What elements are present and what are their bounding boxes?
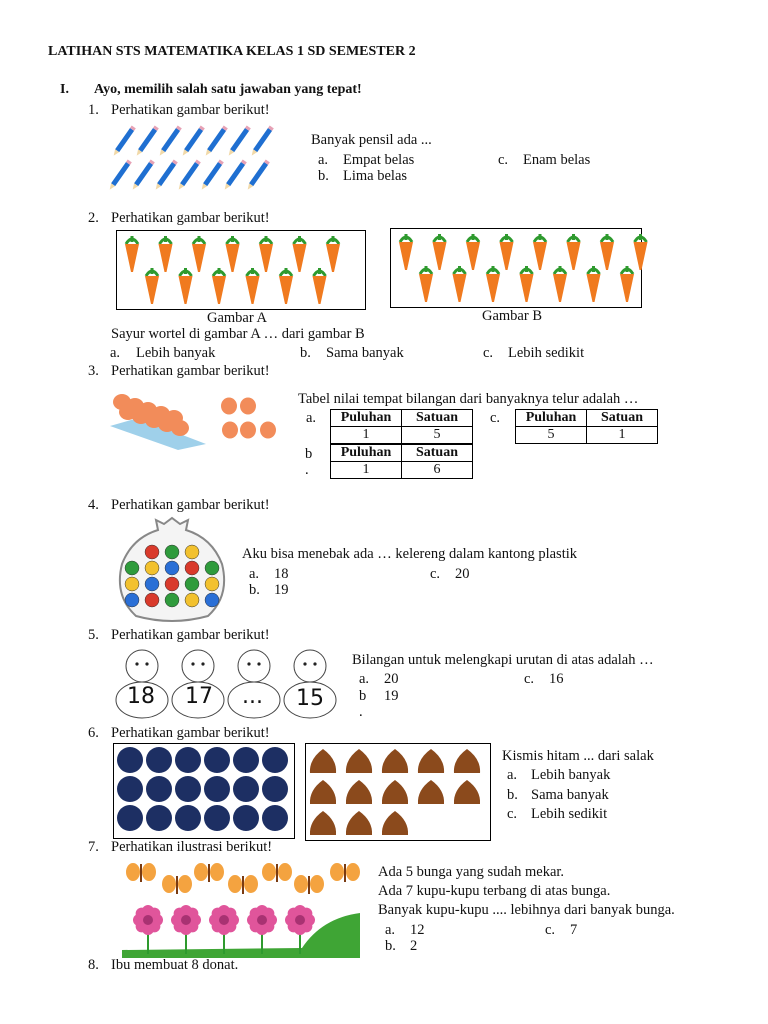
table-header: Satuan — [402, 445, 473, 462]
marble-icon — [185, 593, 199, 607]
q4-option-c-letter[interactable]: c. — [430, 566, 441, 582]
q1-question: Banyak pensil ada ... — [311, 132, 432, 148]
q5-question: Bilangan untuk melengkapi urutan di atas adalah … — [352, 652, 654, 668]
butterfly-icon — [162, 875, 192, 894]
carrot-icon — [212, 268, 226, 304]
blueberry-icon — [233, 747, 259, 773]
q2-question: Sayur wortel di gambar A … dari gambar B — [111, 326, 365, 342]
flower-icon — [171, 905, 201, 954]
pencil-icon — [154, 160, 178, 192]
gambar-a-label: Gambar A — [207, 310, 267, 326]
q7-number: 7. — [88, 839, 99, 855]
carrot-icon — [600, 234, 614, 270]
pencil-icon — [227, 126, 251, 158]
q1-option-c-letter[interactable]: c. — [498, 152, 509, 168]
q6-option-b-text[interactable]: Sama banyak — [531, 787, 609, 803]
q5-number: 5. — [88, 627, 99, 643]
q5-option-a-letter[interactable]: a. — [359, 671, 370, 687]
marble-icon — [185, 545, 199, 559]
q3-option-a-table[interactable] — [330, 409, 473, 444]
marble-icon — [205, 577, 219, 591]
q4-option-c-text[interactable]: 20 — [455, 566, 470, 582]
q7-line3: Banyak kupu-kupu .... lebihnya dari banyak bunga. — [378, 902, 675, 918]
q4-option-b-text[interactable]: 19 — [274, 582, 289, 598]
q4-number: 4. — [88, 497, 99, 513]
q3-question: Tabel nilai tempat bilangan dari banyaknya telur adalah … — [298, 391, 639, 407]
marble-icon — [145, 545, 159, 559]
q7-line1: Ada 5 bunga yang sudah mekar. — [378, 864, 565, 880]
table-header: Puluhan — [331, 445, 402, 462]
chick-number: 15 — [296, 686, 324, 711]
carrot-icon — [159, 236, 173, 272]
butterfly-icon — [228, 875, 258, 894]
table-header: Puluhan — [516, 410, 587, 427]
section-instruction: Ayo, memilih salah satu jawaban yang tepat! — [94, 82, 362, 97]
butterfly-icon — [294, 875, 324, 894]
q8-number: 8. — [88, 957, 99, 973]
q6-question: Kismis hitam ... dari salak — [502, 748, 654, 764]
q6-option-a-text[interactable]: Lebih banyak — [531, 767, 611, 783]
q6-prompt: Perhatikan gambar berikut! — [111, 725, 270, 741]
butterflies-flowers-image — [122, 858, 360, 958]
blueberry-icon — [117, 805, 143, 831]
q7-option-b-letter[interactable]: b. — [385, 938, 396, 954]
salak-icon — [346, 780, 372, 804]
marble-icon — [145, 593, 159, 607]
marble-icon — [125, 561, 139, 575]
salak-icon — [382, 780, 408, 804]
pencil-icon — [108, 160, 132, 192]
pencil-icon — [223, 160, 247, 192]
carrot-icon — [226, 236, 240, 272]
q7-option-c-text[interactable]: 7 — [570, 922, 578, 938]
blueberry-icon — [204, 776, 230, 802]
marble-icon — [145, 561, 159, 575]
q2-option-c-letter[interactable]: c. — [483, 345, 494, 361]
carrot-icon — [192, 236, 206, 272]
q7-option-a-text[interactable]: 12 — [410, 922, 425, 938]
q7-option-a-letter[interactable]: a. — [385, 922, 396, 938]
q3-option-a-letter[interactable]: a. — [306, 410, 317, 426]
blueberry-icon — [204, 747, 230, 773]
q4-question: Aku bisa menebak ada … kelereng dalam kantong plastik — [242, 546, 578, 562]
blueberry-icon — [262, 747, 288, 773]
q5-option-b-letter[interactable]: b — [359, 688, 367, 704]
marble-icon — [205, 561, 219, 575]
salak-icon — [310, 811, 336, 835]
q2-number: 2. — [88, 210, 99, 226]
carrot-icon — [533, 234, 547, 270]
blueberry-icon — [233, 776, 259, 802]
blueberry-icon — [262, 776, 288, 802]
carrot-icon — [246, 268, 260, 304]
q5-option-b-text[interactable]: 19 — [384, 688, 399, 704]
gambar-b-label: Gambar B — [482, 308, 542, 324]
carrot-icon — [399, 234, 413, 270]
carrots-a-image — [118, 232, 358, 306]
salak-icon — [346, 749, 372, 773]
marble-icon — [165, 593, 179, 607]
carrot-icon — [620, 266, 634, 302]
pencil-icon — [135, 126, 159, 158]
blueberry-icon — [175, 747, 201, 773]
flower-icon — [209, 905, 239, 954]
q3-number: 3. — [88, 363, 99, 379]
q4-option-b-letter[interactable]: b. — [249, 582, 260, 598]
salak-icon — [310, 780, 336, 804]
butterfly-icon — [126, 863, 156, 882]
blueberries-image — [115, 745, 291, 835]
salak-icon — [454, 780, 480, 804]
q3-option-b-dot: . — [305, 462, 309, 478]
carrot-icon — [520, 266, 534, 302]
pencil-icon — [181, 126, 205, 158]
table-header: Satuan — [587, 410, 658, 427]
blueberry-icon — [175, 776, 201, 802]
marble-icon — [185, 577, 199, 591]
butterfly-icon — [194, 863, 224, 882]
q3-prompt: Perhatikan gambar berikut! — [111, 363, 270, 379]
carrot-icon — [634, 234, 648, 270]
table-header: Puluhan — [331, 410, 402, 427]
carrot-icon — [125, 236, 139, 272]
table-cell: 6 — [402, 462, 473, 479]
butterfly-icon — [330, 863, 360, 882]
marble-icon — [125, 593, 139, 607]
carrot-icon — [145, 268, 159, 304]
table-cell: 1 — [331, 462, 402, 479]
carrot-icon — [587, 266, 601, 302]
blueberry-icon — [262, 805, 288, 831]
pencil-icon — [250, 126, 274, 158]
carrot-icon — [500, 234, 514, 270]
q1-option-c-text[interactable]: Enam belas — [523, 152, 591, 168]
q1-option-a-text[interactable]: Empat belas — [343, 152, 415, 168]
marble-bag-image — [112, 516, 232, 624]
q8-prompt: Ibu membuat 8 donat. — [111, 957, 239, 973]
pencil-icon — [177, 160, 201, 192]
q5-option-a-text[interactable]: 20 — [384, 671, 399, 687]
q2-option-a-text[interactable]: Lebih banyak — [136, 345, 216, 361]
pencil-icon — [204, 126, 228, 158]
q4-option-a-text[interactable]: 18 — [274, 566, 289, 582]
q6-option-c-letter[interactable]: c. — [507, 806, 518, 822]
pencil-icon — [246, 160, 270, 192]
carrot-icon — [179, 268, 193, 304]
q4-prompt: Perhatikan gambar berikut! — [111, 497, 270, 513]
salak-icon — [382, 749, 408, 773]
q2-option-b-letter[interactable]: b. — [300, 345, 311, 361]
carrot-icon — [259, 236, 273, 272]
marble-icon — [205, 593, 219, 607]
carrot-icon — [486, 266, 500, 302]
table-cell: 5 — [402, 427, 473, 444]
q3-option-c-table[interactable] — [515, 409, 658, 444]
q5-prompt: Perhatikan gambar berikut! — [111, 627, 270, 643]
carrot-icon — [293, 236, 307, 272]
carrot-icon — [313, 268, 327, 304]
q1-option-b-letter[interactable]: b. — [318, 168, 329, 184]
table-cell: 5 — [516, 427, 587, 444]
q5-option-c-text[interactable]: 16 — [549, 671, 564, 687]
egg-icon — [171, 420, 189, 436]
q6-option-a-letter[interactable]: a. — [507, 767, 518, 783]
pencil-icon — [200, 160, 224, 192]
chick-number: 17 — [185, 684, 213, 709]
carrot-icon — [419, 266, 433, 302]
carrot-icon — [553, 266, 567, 302]
carrot-icon — [453, 266, 467, 302]
pencils-image — [118, 126, 283, 196]
q1-prompt: Perhatikan gambar berikut! — [111, 102, 270, 118]
blueberry-icon — [146, 776, 172, 802]
marble-icon — [185, 561, 199, 575]
marble-icon — [125, 577, 139, 591]
blueberry-icon — [204, 805, 230, 831]
blueberry-icon — [117, 776, 143, 802]
salak-icon — [382, 811, 408, 835]
table-cell: 1 — [587, 427, 658, 444]
q4-option-a-letter[interactable]: a. — [249, 566, 260, 582]
egg-icon — [260, 422, 276, 439]
q6-option-c-text[interactable]: Lebih sedikit — [531, 806, 608, 822]
q3-option-b-letter[interactable]: b — [305, 446, 313, 462]
salak-icon — [310, 749, 336, 773]
chick-number: ... — [242, 684, 263, 709]
blueberry-icon — [233, 805, 259, 831]
q6-number: 6. — [88, 725, 99, 741]
q2-prompt: Perhatikan gambar berikut! — [111, 210, 270, 226]
blueberry-icon — [117, 747, 143, 773]
pencil-icon — [131, 160, 155, 192]
carrots-b-image — [392, 230, 640, 304]
carrot-icon — [326, 236, 340, 272]
flower-icon — [133, 905, 163, 954]
blueberry-icon — [146, 805, 172, 831]
blueberry-icon — [146, 747, 172, 773]
q1-option-b-text[interactable]: Lima belas — [343, 168, 408, 184]
table-header: Satuan — [402, 410, 473, 427]
marble-icon — [145, 577, 159, 591]
carrot-icon — [466, 234, 480, 270]
salak-image — [307, 745, 487, 837]
page-title: LATIHAN STS MATEMATIKA KELAS 1 SD SEMESTER 2 — [48, 44, 416, 59]
salak-icon — [346, 811, 372, 835]
marble-icon — [165, 545, 179, 559]
marble-icon — [165, 561, 179, 575]
salak-icon — [454, 749, 480, 773]
egg-icon — [240, 422, 256, 439]
q5-option-b-dot: . — [359, 704, 363, 720]
carrot-icon — [567, 234, 581, 270]
chick-number: 18 — [127, 684, 155, 709]
salak-icon — [418, 780, 444, 804]
pencil-icon — [112, 126, 136, 158]
marble-icon — [165, 577, 179, 591]
egg-icon — [240, 398, 256, 415]
q2-option-a-letter[interactable]: a. — [110, 345, 121, 361]
butterfly-icon — [262, 863, 292, 882]
carrot-icon — [433, 234, 447, 270]
carrot-icon — [279, 268, 293, 304]
q3-option-c-letter[interactable]: c. — [490, 410, 501, 426]
q2-option-b-text[interactable]: Sama banyak — [326, 345, 404, 361]
q1-number: 1. — [88, 102, 99, 118]
q6-option-b-letter[interactable]: b. — [507, 787, 518, 803]
q7-option-b-text[interactable]: 2 — [410, 938, 418, 954]
q7-line2: Ada 7 kupu-kupu terbang di atas bunga. — [378, 883, 611, 899]
q1-option-a-letter[interactable]: a. — [318, 152, 329, 168]
egg-icon — [222, 422, 238, 439]
q3-option-b-table[interactable] — [330, 444, 473, 479]
section-number: I. — [60, 82, 69, 97]
blueberry-icon — [175, 805, 201, 831]
q2-option-c-text[interactable]: Lebih sedikit — [508, 345, 585, 361]
eggs-image — [108, 388, 268, 458]
pencil-icon — [158, 126, 182, 158]
table-cell: 1 — [331, 427, 402, 444]
q7-option-c-letter[interactable]: c. — [545, 922, 556, 938]
flower-icon — [247, 905, 277, 954]
q7-prompt: Perhatikan ilustrasi berikut! — [111, 839, 273, 855]
salak-icon — [418, 749, 444, 773]
egg-icon — [221, 398, 237, 415]
q5-option-c-letter[interactable]: c. — [524, 671, 535, 687]
